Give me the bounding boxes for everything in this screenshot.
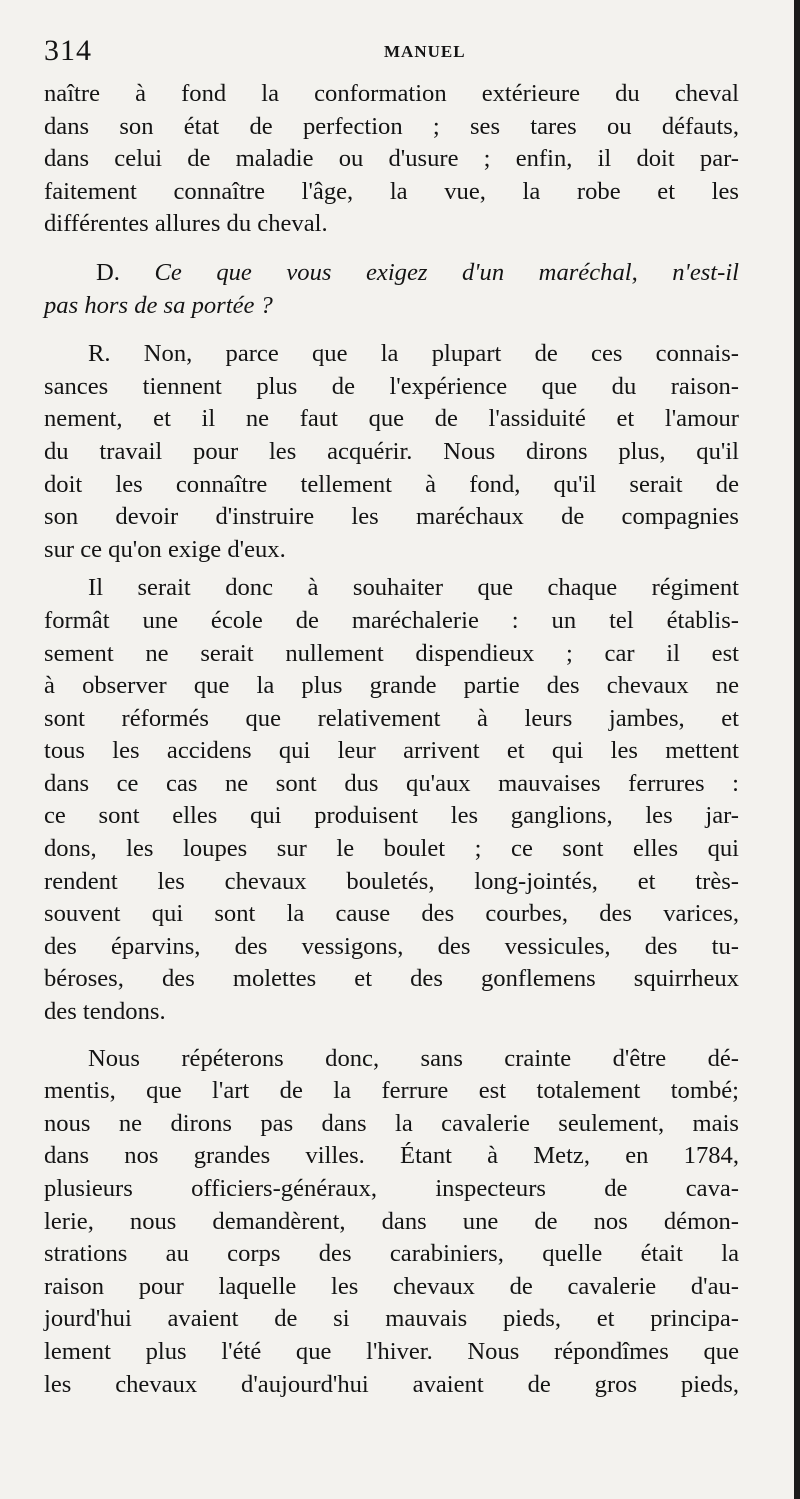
paragraph xyxy=(44,1043,739,1402)
text-line: dans celui de maladie ou d'usure ; enfin, il doit par- xyxy=(44,145,739,173)
text-line: Nous répéterons donc, sans crainte d'être dé- xyxy=(88,1044,739,1072)
text-line: sont réformés que relativement à leurs jambes, et xyxy=(44,704,739,732)
text-line: son devoir d'instruire les maréchaux de compagnies xyxy=(44,503,739,531)
text-line: ce sont elles qui produisent les ganglions, les jar- xyxy=(44,802,739,830)
text-line: sement ne serait nullement dispendieux ; car il est xyxy=(44,639,739,667)
text-line: souvent qui sont la cause des courbes, des varices, xyxy=(44,900,739,928)
page-header xyxy=(44,34,744,74)
text-line: Il serait donc à souhaiter que chaque régiment xyxy=(88,574,739,602)
text-line: jourd'hui avaient de si mauvais pieds, et principa- xyxy=(44,1305,739,1333)
running-head: MANUEL xyxy=(384,42,466,61)
page-number: 314 xyxy=(44,34,92,67)
body-text xyxy=(44,78,739,1401)
text-line: lement plus l'été que l'hiver. Nous répondîmes que xyxy=(44,1337,739,1365)
text-line xyxy=(44,257,739,290)
question-text: Ce que vous exigez d'un maréchal, n'est-il xyxy=(154,258,739,286)
paragraph xyxy=(44,572,739,1028)
page-edge-shadow xyxy=(794,0,800,1499)
text-line: strations au corps des carabiniers, quelle était la xyxy=(44,1240,739,1268)
text-line: formât une école de maréchalerie : un tel établis- xyxy=(44,606,739,634)
text-line: les chevaux d'aujourd'hui avaient de gros pieds, xyxy=(44,1370,739,1398)
text-line: sances tiennent plus de l'expérience que du raison- xyxy=(44,372,739,400)
question-paragraph xyxy=(44,257,739,322)
text-line: lerie, nous demandèrent, dans une de nos démon- xyxy=(44,1207,739,1235)
text-line: tous les accidens qui leur arrivent et qui les mettent xyxy=(44,737,739,765)
text-line: des éparvins, des vessigons, des vessicules, des tu- xyxy=(44,932,739,960)
answer-paragraph xyxy=(44,338,739,566)
text-line: des tendons. xyxy=(44,998,166,1026)
text-line: du travail pour les acquérir. Nous dirons plus, qu'il xyxy=(44,437,739,465)
text-line: mentis, que l'art de la ferrure est totalement tombé; xyxy=(44,1077,739,1105)
text-line: R. Non, parce que la plupart de ces connais- xyxy=(88,340,739,368)
text-line: raison pour laquelle les chevaux de cavalerie d'au- xyxy=(44,1272,739,1300)
text-line: béroses, des molettes et des gonflemens squirrheux xyxy=(44,965,739,993)
text-line: faitement connaître l'âge, la vue, la robe et les xyxy=(44,177,739,205)
text-line: nement, et il ne faut que de l'assiduité et l'amour xyxy=(44,405,739,433)
text-line: pas hors de sa portée ? xyxy=(44,291,273,319)
text-line: sur ce qu'on exige d'eux. xyxy=(44,535,286,563)
text-line: naître à fond la conformation extérieure du cheval xyxy=(44,80,739,107)
text-line: dans son état de perfection ; ses tares ou défauts, xyxy=(44,112,739,140)
paragraph xyxy=(44,78,739,241)
question-label: D. xyxy=(96,258,120,286)
text-line: dans ce cas ne sont dus qu'aux mauvaises ferrures : xyxy=(44,769,739,797)
text-line: dans nos grandes villes. Étant à Metz, en 1784, xyxy=(44,1142,739,1170)
text-line: doit les connaître tellement à fond, qu'il serait de xyxy=(44,470,739,498)
text-line: plusieurs officiers-généraux, inspecteurs de cava- xyxy=(44,1175,739,1202)
text-line: à observer que la plus grande partie des chevaux ne xyxy=(44,672,739,700)
text-line: dons, les loupes sur le boulet ; ce sont elles qui xyxy=(44,835,739,863)
text-line: nous ne dirons pas dans la cavalerie seulement, mais xyxy=(44,1109,739,1137)
text-line: rendent les chevaux bouletés, long-jointés, et très- xyxy=(44,867,739,895)
text-line: différentes allures du cheval. xyxy=(44,210,328,238)
